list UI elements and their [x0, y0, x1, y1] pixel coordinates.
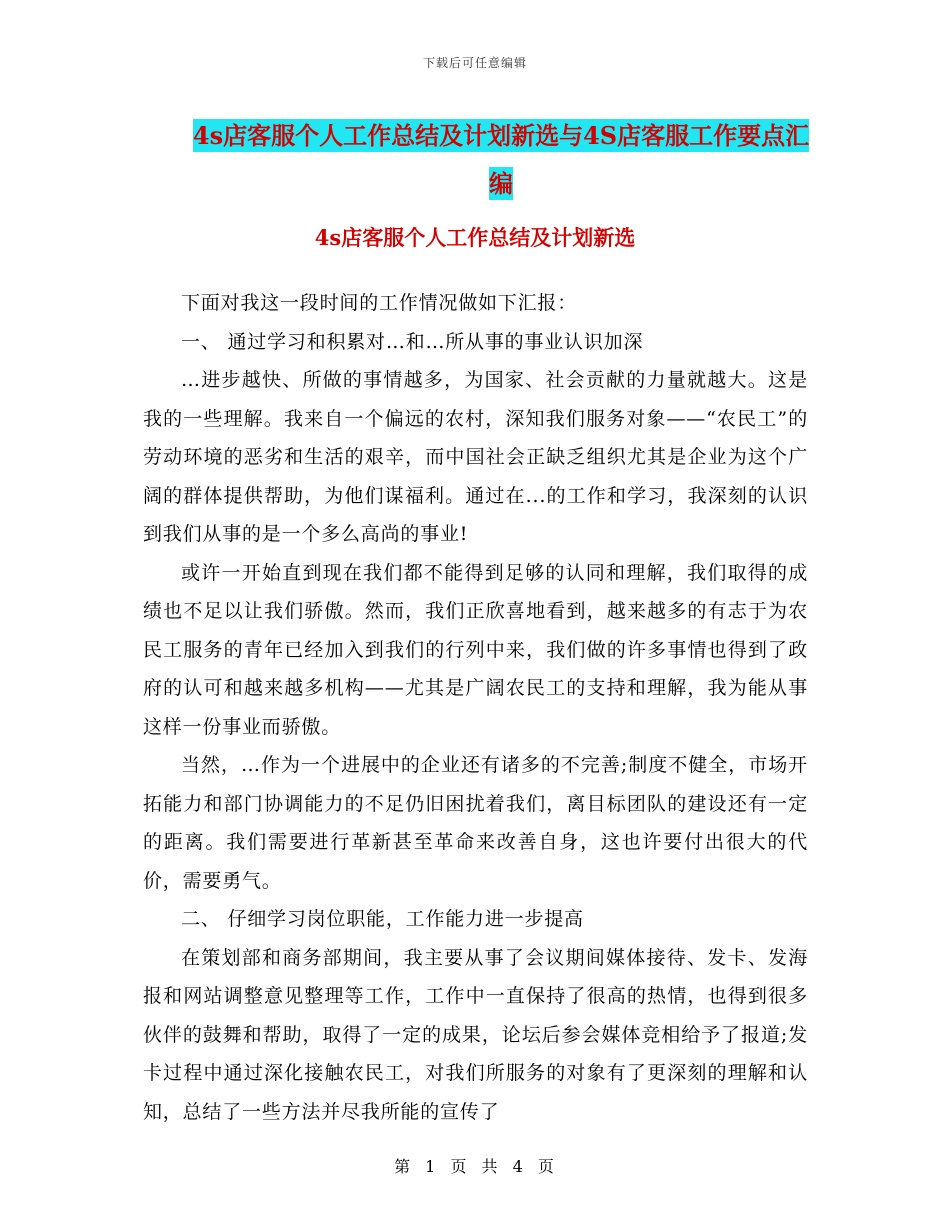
- heading-one: 一、 通过学习和积累对…和…所从事的事业认识加深: [181, 330, 644, 353]
- page-number-footer: 第 1 页 共 4 页: [394, 1157, 556, 1176]
- paragraph: …进步越快、所做的事情越多，为国家、社会贡献的力量就越大。这是我的一些理解。我来自一个偏远的农村，深知我们服务对象——“农民工”的劳动环境的恶劣和生活的艰辛，而中国社会正缺乏组织尤其是企业为这个广阔的群体提供帮助，为他们谋福利。通过在...的工作和学习，我深刻的认识到我们从事的是一个多么高尚的事业!: [143, 369, 808, 545]
- document-title: [186, 112, 816, 208]
- section-title: 4s店客服个人工作总结及计划新选: [314, 225, 636, 250]
- document-title-text: 4s店客服个人工作总结及计划新选与4S店客服工作要点汇编: [192, 121, 810, 198]
- paragraph: 当然，…作为一个进展中的企业还有诸多的不完善;制度不健全，市场开拓能力和部门协调能力的不足仍旧困扰着我们，离目标团队的建设还有一定的距离。我们需要进行革新甚至革命来改善自身，这也许要付出很大的代价，需要勇气。: [143, 754, 808, 892]
- page-header-note: 下载后可任意编辑: [422, 56, 527, 70]
- paragraph-intro: 下面对我这一段时间的工作情况做如下汇报：: [181, 292, 578, 314]
- document-body: [143, 284, 808, 1131]
- paragraph: 在策划部和商务部期间，我主要从事了会议期间媒体接待、发卡、发海报和网站调整意见整理等工作，工作中一直保持了很高的热情，也得到很多伙伴的鼓舞和帮助，取得了一定的成果，论坛后参会媒体竞相给予了报道;发卡过程中通过深化接触农民工，对我们所服务的对象有了更深刻的理解和认知，总结了一些方法并尽我所能的宣传了: [143, 946, 808, 1123]
- heading-two: 二、 仔细学习岗位职能，工作能力进一步提高: [181, 908, 584, 930]
- paragraph: 或许一开始直到现在我们都不能得到足够的认同和理解，我们取得的成绩也不足以让我们骄傲。然而，我们正欣喜地看到，越来越多的有志于为农民工服务的青年已经加入到我们的行列中来，我们做的许多事情也得到了政府的认可和越来越多机构——尤其是广阔农民工的支持和理解，我为能从事这样一份事业而骄傲。: [143, 561, 808, 738]
